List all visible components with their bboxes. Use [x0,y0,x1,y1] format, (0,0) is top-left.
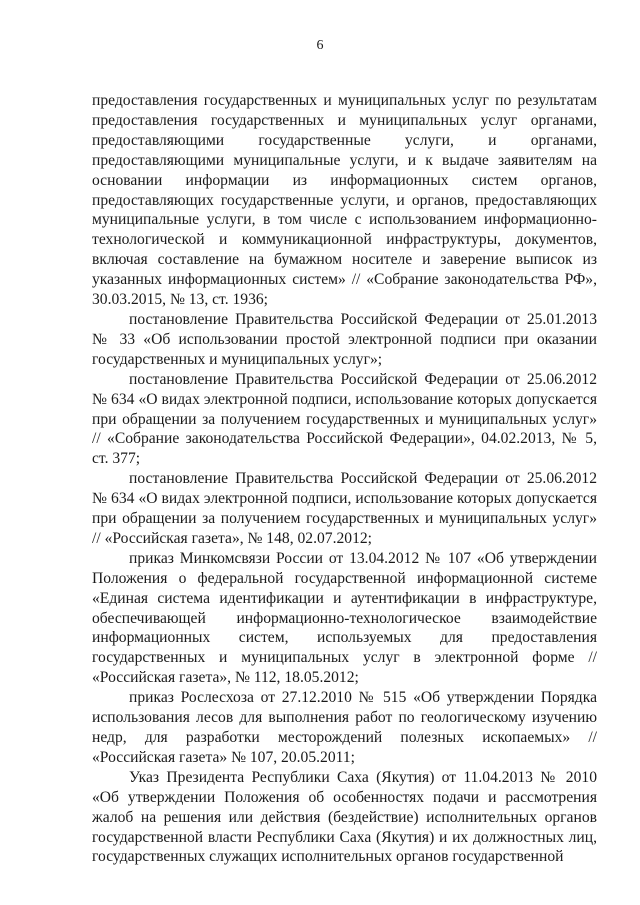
paragraph-decree-33: постановление Правительства Российской Федерации от 25.01.2013 № 33 «Об использовании простой электронной подписи при оказании государственных и муниципальных услуг»; [92,310,597,368]
paragraph-continuation: предоставления государственных и муниципальных услуг по результатам предоставления государственных и муниципальных услуг органами, предоставляющими государственные услуги, и органами, предоставляющими муниципальные услуги, и к выдаче заявителям на основании информации из информационных систем органов, предоставляющих государственные услуги, и органов, предоставляющих муниципальные услуги, в том числе с использованием информационно-технологической и коммуникационной инфраструктуры, документов, включая составление на бумажном носителе и заверение выписок из указанных информационных систем» // «Собрание законодательства РФ», 30.03.2015, № 13, ст. 1936; [92,92,597,309]
paragraph-decree-634-gazette: постановление Правительства Российской Федерации от 25.06.2012 № 634 «О видах электронной подписи, использование которых допускается при обращении за получением государственных и муниципальных услуг» // «Российская газета», № 148, 02.07.2012; [92,470,597,547]
page-number: 6 [316,38,324,53]
paragraph-decree-634-collection: постановление Правительства Российской Федерации от 25.06.2012 № 634 «О видах электронной подписи, использование которых допускается при обращении за получением государственных и муниципальных услуг» // «Собрание законодательства Российской Федерации», 04.02.2013, № 5, ст. 377; [92,370,597,468]
document-body [92,91,597,867]
paragraph-decree-2010: Указ Президента Республики Саха (Якутия) от 11.04.2013 № 2010 «Об утверждении Положения об особенностях подачи и рассмотрения жалоб на решения или действия (бездействие) исполнительных органов государственной власти Республики Саха (Якутия) и их должностных лиц, государственных служащих исполнительных органов государственной [92,768,597,866]
paragraph-order-515: приказ Рослесхоза от 27.12.2010 № 515 «Об утверждении Порядка использования лесов для выполнения работ по геологическому изучению недр, для разработки месторождений полезных ископаемых» // «Российская газета» № 107, 20.05.2011; [92,689,597,766]
paragraph-order-107: приказ Минкомсвязи России от 13.04.2012 № 107 «Об утверждении Положения о федеральной государственной информационной системе «Единая система идентификации и аутентификации в инфраструктуре, обеспечивающей информационно-технологическое взаимодействие информационных систем, используемых для предоставления государственных и муниципальных услуг в электронной форме // «Российская газета», № 112, 18.05.2012; [92,549,597,687]
